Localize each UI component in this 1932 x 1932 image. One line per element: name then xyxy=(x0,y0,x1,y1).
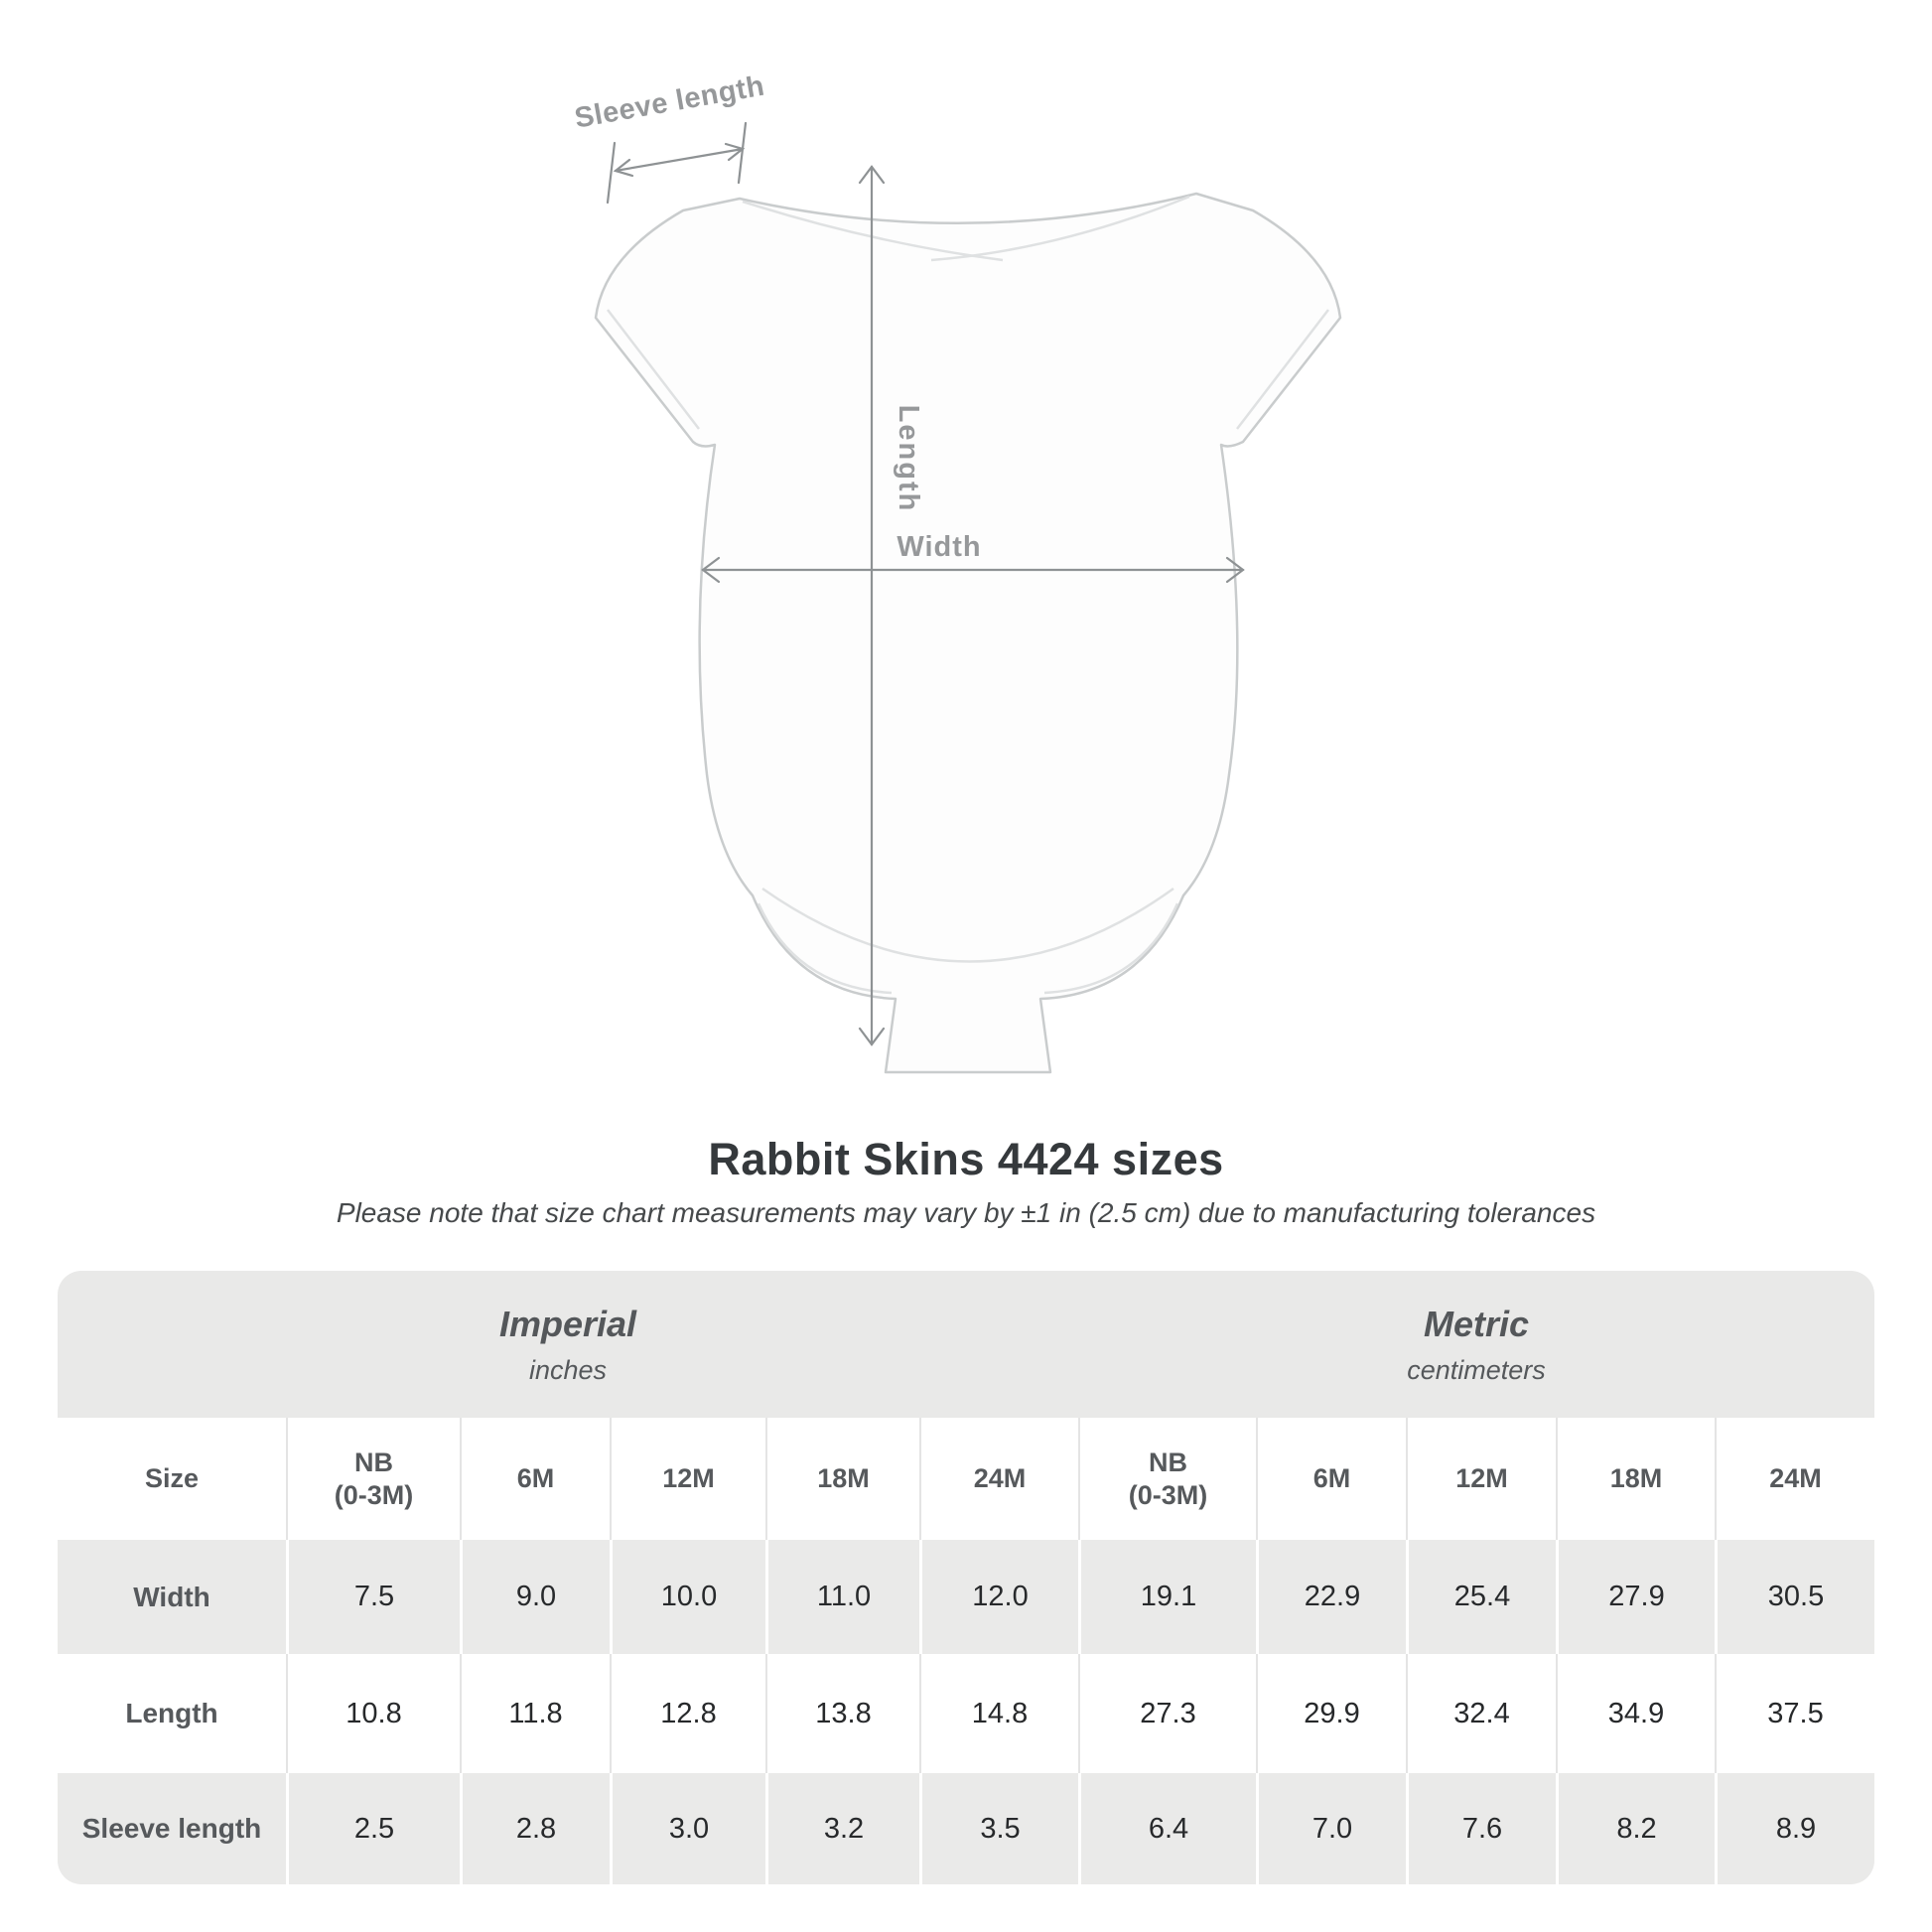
width-value: 9.0 xyxy=(460,1540,610,1654)
width-value: 19.1 xyxy=(1078,1540,1256,1654)
col-header-imperial-24m: 24M xyxy=(919,1418,1078,1540)
width-annotation-label: Width xyxy=(897,531,982,563)
length-value: 12.8 xyxy=(610,1654,765,1773)
length-value: 10.8 xyxy=(286,1654,460,1773)
sleeve-length-value: 7.0 xyxy=(1256,1773,1406,1884)
length-value: 29.9 xyxy=(1256,1654,1406,1773)
page-title: Rabbit Skins 4424 sizes xyxy=(708,1134,1224,1184)
length-value: 37.5 xyxy=(1715,1654,1874,1773)
col-header-line2: (0-3M) xyxy=(334,1479,414,1510)
sleeve-length-value: 3.5 xyxy=(919,1773,1078,1884)
metric-label: Metric xyxy=(1423,1303,1530,1344)
length-value: 27.3 xyxy=(1078,1654,1256,1773)
size-table xyxy=(58,1271,1874,1884)
sleeve-length-value: 2.8 xyxy=(460,1773,610,1884)
sleeve-length-annotation-label: Sleeve length xyxy=(572,69,767,135)
row-label-sleeve-length: Sleeve length xyxy=(58,1773,286,1884)
sleeve-length-value: 3.2 xyxy=(765,1773,919,1884)
width-value: 22.9 xyxy=(1256,1540,1406,1654)
length-value: 13.8 xyxy=(765,1654,919,1773)
metric-unit: centimeters xyxy=(1407,1354,1546,1385)
col-header-metric-18m: 18M xyxy=(1556,1418,1715,1540)
row-label-length: Length xyxy=(58,1654,286,1773)
metric-unit-header xyxy=(1078,1271,1874,1418)
col-header-imperial-12m: 12M xyxy=(610,1418,765,1540)
imperial-unit-header xyxy=(58,1271,1078,1418)
length-annotation-label: Length xyxy=(893,404,924,513)
width-value: 27.9 xyxy=(1556,1540,1715,1654)
imperial-unit: inches xyxy=(528,1354,608,1385)
length-value: 11.8 xyxy=(460,1654,610,1773)
width-value: 11.0 xyxy=(765,1540,919,1654)
col-header-metric-24m: 24M xyxy=(1715,1418,1874,1540)
length-value: 32.4 xyxy=(1406,1654,1556,1773)
length-value: 14.8 xyxy=(919,1654,1078,1773)
col-header-imperial-18m: 18M xyxy=(765,1418,919,1540)
col-header-line2: (0-3M) xyxy=(1128,1479,1208,1510)
sleeve-length-arrow xyxy=(608,123,746,203)
width-value: 25.4 xyxy=(1406,1540,1556,1654)
width-value: 30.5 xyxy=(1715,1540,1874,1654)
page-subtitle: Please note that size chart measurements may vary by ±1 in (2.5 cm) due to manufacturing tolerances xyxy=(336,1197,1596,1228)
width-value: 7.5 xyxy=(286,1540,460,1654)
col-header-line1: NB xyxy=(1149,1448,1187,1478)
col-header-metric-nb xyxy=(1078,1418,1256,1540)
sleeve-length-value: 2.5 xyxy=(286,1773,460,1884)
col-header-imperial-nb xyxy=(286,1418,460,1540)
col-header-metric-12m: 12M xyxy=(1406,1418,1556,1540)
imperial-label: Imperial xyxy=(498,1303,637,1344)
width-value: 10.0 xyxy=(610,1540,765,1654)
sleeve-length-value: 8.9 xyxy=(1715,1773,1874,1884)
col-header-imperial-6m: 6M xyxy=(460,1418,610,1540)
col-header-metric-6m: 6M xyxy=(1256,1418,1406,1540)
width-value: 12.0 xyxy=(919,1540,1078,1654)
sleeve-length-value: 3.0 xyxy=(610,1773,765,1884)
col-header-line1: NB xyxy=(354,1448,393,1478)
sleeve-length-value: 6.4 xyxy=(1078,1773,1256,1884)
bodysuit-silhouette xyxy=(596,194,1340,1072)
length-value: 34.9 xyxy=(1556,1654,1715,1773)
sleeve-length-value: 7.6 xyxy=(1406,1773,1556,1884)
sleeve-length-value: 8.2 xyxy=(1556,1773,1715,1884)
row-label-width: Width xyxy=(58,1540,286,1654)
size-header-cell: Size xyxy=(58,1418,286,1540)
